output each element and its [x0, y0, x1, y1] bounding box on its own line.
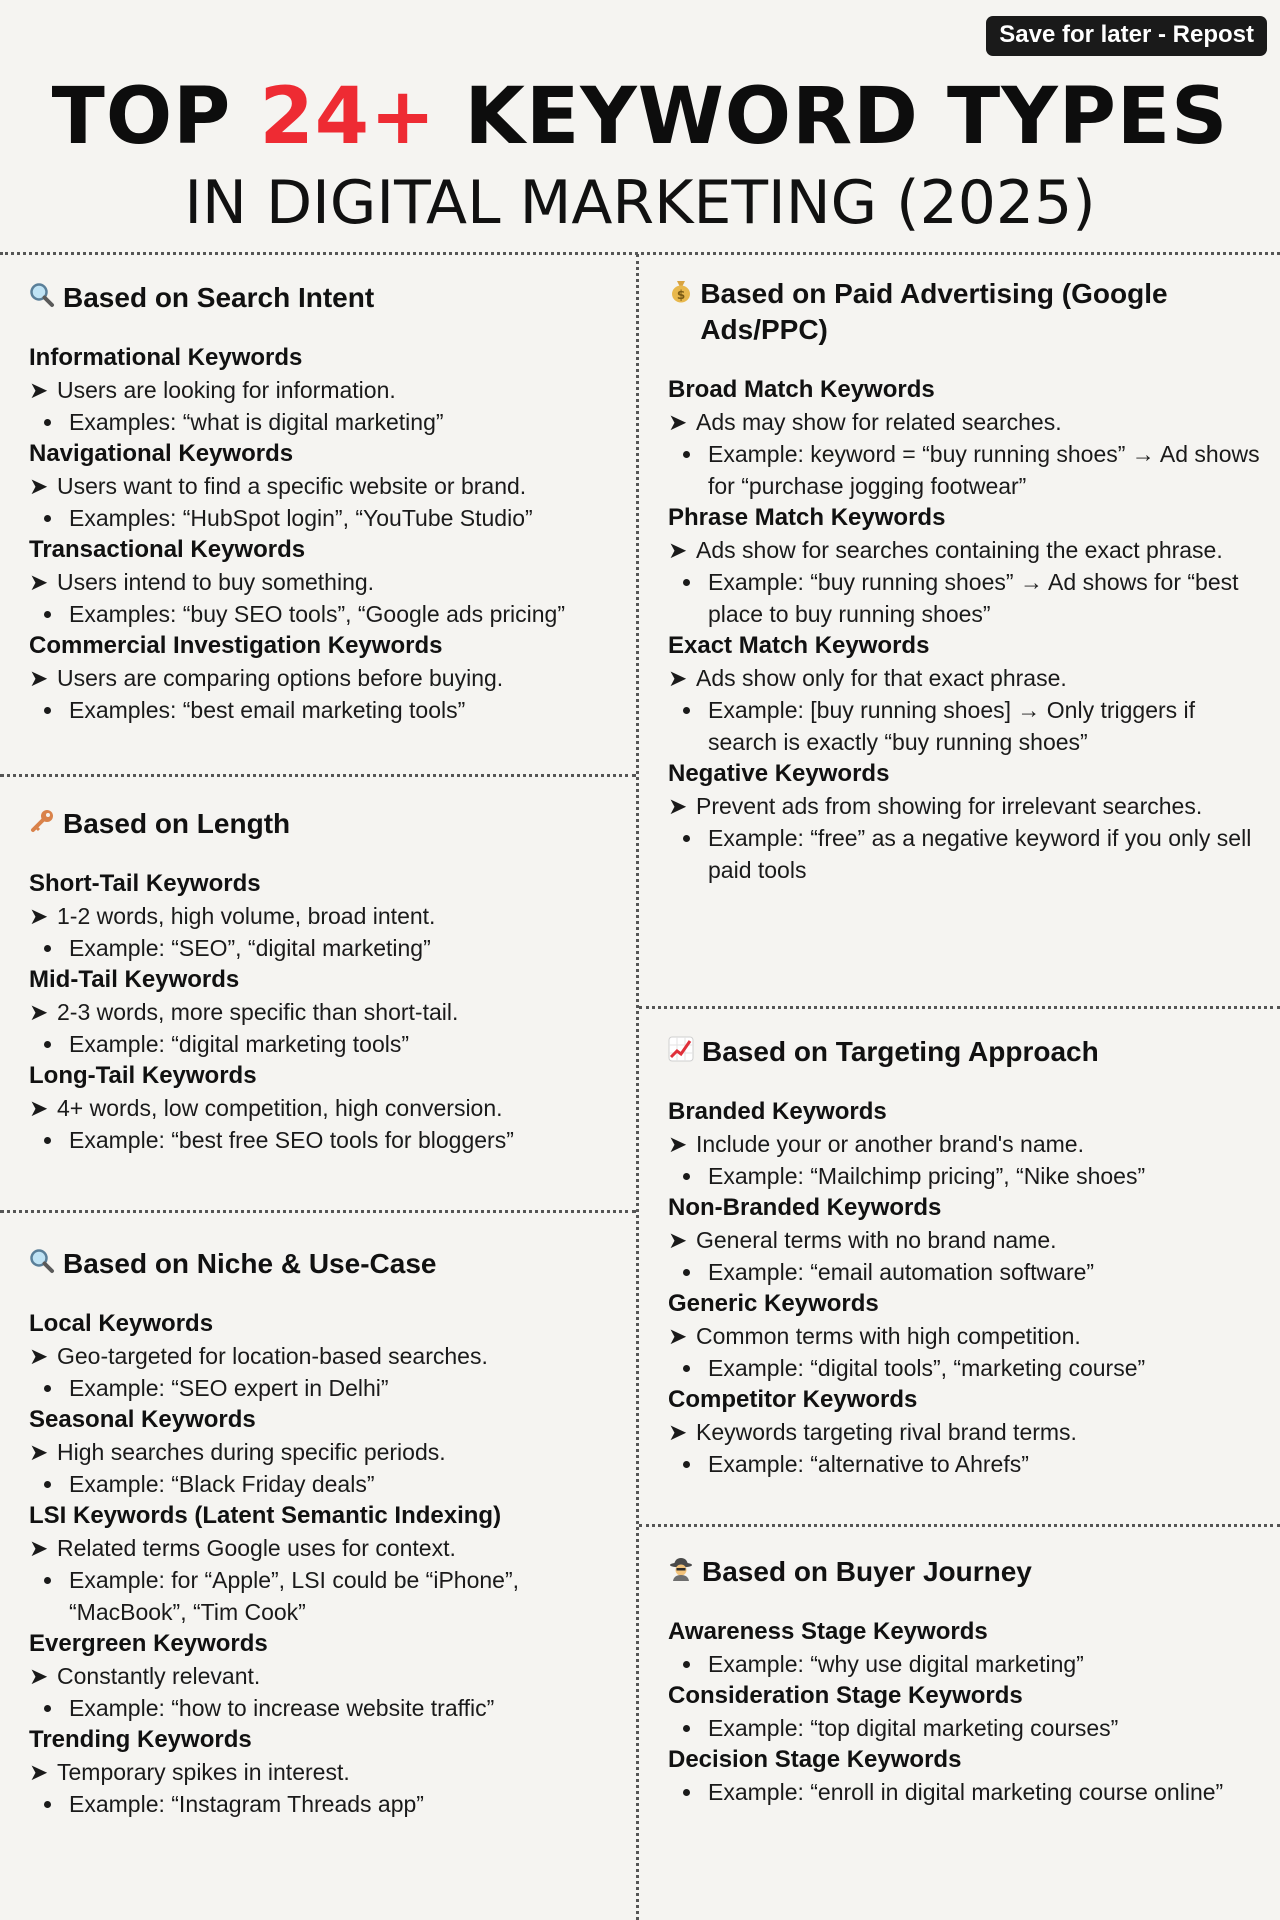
keyword-example: Example: “alternative to Ahrefs” — [668, 1448, 1268, 1480]
keyword-name: Evergreen Keywords — [29, 1630, 268, 1657]
keyword-example: Example: “email automation software” — [668, 1256, 1268, 1288]
keyword-name: Negative Keywords — [668, 760, 890, 787]
keyword-example: Example: “Mailchimp pricing”, “Nike shoes” — [668, 1160, 1268, 1192]
money-bag-icon — [668, 276, 696, 312]
section-length — [29, 806, 629, 1156]
keyword-description: ➤ Users want to find a specific website or brand. — [29, 473, 527, 499]
keyword-description: ➤ Related terms Google uses for context. — [29, 1535, 456, 1561]
keyword-list — [668, 1616, 1268, 1808]
keyword-name: Short-Tail Keywords — [29, 870, 261, 897]
title-accent: 24+ — [259, 72, 437, 162]
list-item — [29, 534, 629, 630]
section-paid-advertising — [668, 276, 1268, 886]
section-title: Based on Niche & Use-Case — [29, 1246, 629, 1282]
keyword-description: ➤ Temporary spikes in interest. — [29, 1759, 350, 1785]
section-targeting — [668, 1034, 1268, 1480]
list-item — [668, 758, 1268, 886]
column-divider — [636, 254, 639, 1920]
keyword-example: Example: “how to increase website traffic” — [29, 1692, 629, 1724]
keyword-description: ➤ Users are comparing options before buying. — [29, 665, 504, 691]
key-icon — [29, 806, 59, 842]
page-title — [0, 70, 1280, 164]
list-item — [29, 1060, 629, 1156]
list-item — [668, 1288, 1268, 1384]
keyword-list — [29, 868, 629, 1156]
keyword-example: Example: “Instagram Threads app” — [29, 1788, 629, 1820]
keyword-example: Example: “Black Friday deals” — [29, 1468, 629, 1500]
keyword-description: ➤ Common terms with high competition. — [668, 1323, 1081, 1349]
list-item — [29, 1724, 629, 1820]
keyword-name: Informational Keywords — [29, 344, 303, 371]
keyword-example: Example: “buy running shoes” → Ad shows for “best place to buy running shoes” — [668, 566, 1268, 630]
keyword-name: Long-Tail Keywords — [29, 1062, 257, 1089]
section-title: Based on Targeting Approach — [668, 1034, 1268, 1070]
header-divider — [0, 252, 1280, 255]
list-item — [29, 438, 629, 534]
keyword-description: ➤ General terms with no brand name. — [668, 1227, 1057, 1253]
section-divider-right-2 — [639, 1524, 1280, 1527]
keyword-description: ➤ 4+ words, low competition, high conversion. — [29, 1095, 503, 1121]
section-search-intent — [29, 280, 629, 726]
keyword-description: ➤ Ads show only for that exact phrase. — [668, 665, 1067, 691]
keyword-name: Phrase Match Keywords — [668, 504, 946, 531]
repost-badge: Save for later - Repost — [986, 16, 1267, 56]
list-item — [668, 1384, 1268, 1480]
list-item — [668, 1096, 1268, 1192]
title-prefix: TOP — [51, 72, 260, 162]
list-item — [29, 1500, 629, 1628]
keyword-list — [668, 374, 1268, 886]
keyword-example: Examples: “best email marketing tools” — [29, 694, 629, 726]
keyword-name: Navigational Keywords — [29, 440, 294, 467]
keyword-name: Awareness Stage Keywords — [668, 1618, 988, 1645]
keyword-description: ➤ Ads may show for related searches. — [668, 409, 1062, 435]
keyword-example: Example: “SEO”, “digital marketing” — [29, 932, 629, 964]
list-item — [29, 630, 629, 726]
section-title: Based on Search Intent — [29, 280, 629, 316]
keyword-description: ➤ Geo-targeted for location-based searches. — [29, 1343, 488, 1369]
list-item — [29, 1308, 629, 1404]
keyword-name: Local Keywords — [29, 1310, 214, 1337]
detective-icon — [668, 1554, 698, 1590]
keyword-description: ➤ Constantly relevant. — [29, 1663, 261, 1689]
keyword-example: Example: “enroll in digital marketing course online” — [668, 1776, 1268, 1808]
keyword-list — [29, 1308, 629, 1820]
keyword-example: Example: “why use digital marketing” — [668, 1648, 1268, 1680]
keyword-name: Seasonal Keywords — [29, 1406, 256, 1433]
keyword-name: Trending Keywords — [29, 1726, 252, 1753]
keyword-description: ➤ Include your or another brand's name. — [668, 1131, 1084, 1157]
list-item — [668, 1616, 1268, 1680]
section-niche — [29, 1246, 629, 1820]
list-item — [668, 502, 1268, 630]
keyword-example: Example: “top digital marketing courses” — [668, 1712, 1268, 1744]
list-item — [29, 964, 629, 1060]
list-item — [668, 1192, 1268, 1288]
keyword-description: ➤ 2-3 words, more specific than short-tail. — [29, 999, 459, 1025]
keyword-name: Non-Branded Keywords — [668, 1194, 942, 1221]
keyword-description: ➤ Keywords targeting rival brand terms. — [668, 1419, 1077, 1445]
magnifier-icon — [29, 1246, 59, 1282]
chart-increasing-icon — [668, 1034, 698, 1070]
keyword-example: Example: keyword = “buy running shoes” → Ad shows for “purchase jogging footwear” — [668, 438, 1268, 502]
keyword-example: Example: “free” as a negative keyword if you only sell paid tools — [668, 822, 1268, 886]
page-subtitle: IN DIGITAL MARKETING (2025) — [184, 168, 1096, 238]
keyword-example: Example: for “Apple”, LSI could be “iPhone”, “MacBook”, “Tim Cook” — [29, 1564, 569, 1628]
keyword-description: ➤ 1-2 words, high volume, broad intent. — [29, 903, 436, 929]
keyword-example: Examples: “buy SEO tools”, “Google ads pricing” — [29, 598, 629, 630]
section-title: Based on Length — [29, 806, 629, 842]
list-item — [668, 1680, 1268, 1744]
keyword-example: Example: “SEO expert in Delhi” — [29, 1372, 629, 1404]
title-suffix: KEYWORD TYPES — [436, 72, 1229, 162]
keyword-name: Exact Match Keywords — [668, 632, 930, 659]
keyword-name: Transactional Keywords — [29, 536, 306, 563]
section-divider-right-1 — [639, 1006, 1280, 1009]
keyword-example: Example: [buy running shoes] → Only triggers if search is exactly “buy running shoes” — [668, 694, 1268, 758]
section-title: Based on Buyer Journey — [668, 1554, 1268, 1590]
keyword-example: Example: “digital marketing tools” — [29, 1028, 629, 1060]
keyword-name: Mid-Tail Keywords — [29, 966, 240, 993]
keyword-name: Branded Keywords — [668, 1098, 887, 1125]
keyword-example: Example: “digital tools”, “marketing course” — [668, 1352, 1268, 1384]
keyword-name: Consideration Stage Keywords — [668, 1682, 1023, 1709]
list-item — [29, 1404, 629, 1500]
keyword-name: Decision Stage Keywords — [668, 1746, 962, 1773]
keyword-example: Examples: “what is digital marketing” — [29, 406, 629, 438]
magnifier-icon — [29, 280, 59, 316]
keyword-name: Broad Match Keywords — [668, 376, 935, 403]
keyword-list — [668, 1096, 1268, 1480]
keyword-description: ➤ Prevent ads from showing for irrelevant searches. — [668, 793, 1203, 819]
list-item — [29, 868, 629, 964]
list-item — [668, 1744, 1268, 1808]
keyword-description: ➤ Users intend to buy something. — [29, 569, 375, 595]
list-item — [29, 1628, 629, 1724]
keyword-example: Example: “best free SEO tools for bloggers” — [29, 1124, 629, 1156]
keyword-name: Commercial Investigation Keywords — [29, 632, 443, 659]
section-title: $ Based on Paid Advertising (Google Ads/PPC) — [668, 276, 1268, 348]
svg-text:$: $ — [676, 288, 686, 302]
section-divider-left-1 — [0, 774, 636, 777]
keyword-description: ➤ Users are looking for information. — [29, 377, 396, 403]
section-divider-left-2 — [0, 1210, 636, 1213]
list-item — [668, 374, 1268, 502]
keyword-list — [29, 342, 629, 726]
section-buyer-journey — [668, 1554, 1268, 1808]
keyword-name: LSI Keywords (Latent Semantic Indexing) — [29, 1502, 502, 1529]
list-item — [29, 342, 629, 438]
list-item — [668, 630, 1268, 758]
keyword-name: Competitor Keywords — [668, 1386, 918, 1413]
keyword-description: ➤ Ads show for searches containing the exact phrase. — [668, 537, 1223, 563]
keyword-description: ➤ High searches during specific periods. — [29, 1439, 446, 1465]
keyword-example: Examples: “HubSpot login”, “YouTube Studio” — [29, 502, 629, 534]
page-header — [0, 70, 1280, 242]
keyword-name: Generic Keywords — [668, 1290, 879, 1317]
